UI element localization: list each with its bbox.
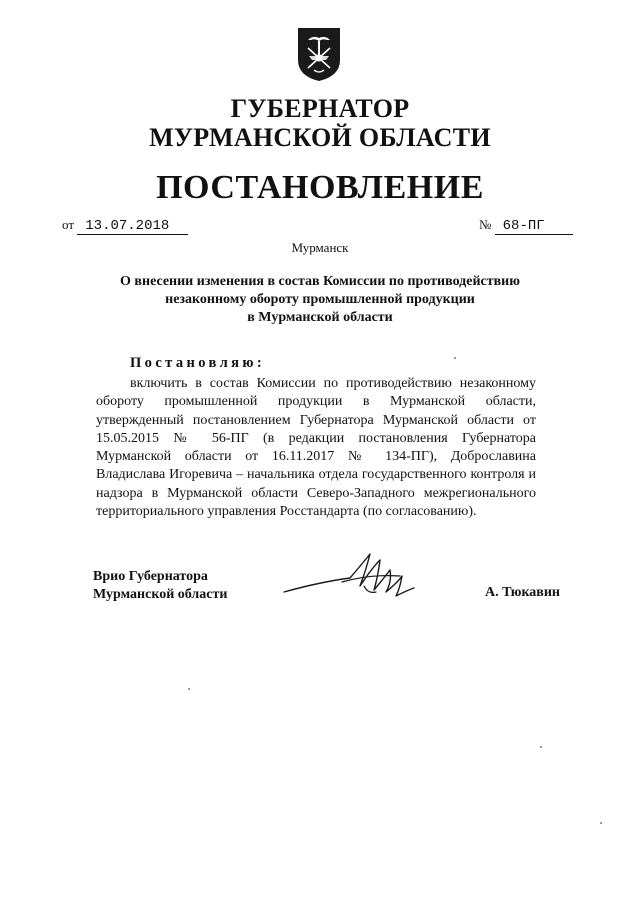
signatory-name: А. Тюкавин: [485, 585, 560, 600]
position-line: Мурманской области: [93, 587, 228, 602]
position-line: Врио Губернатора: [93, 569, 208, 584]
issuer-region: МУРМАНСКОЙ ОБЛАСТИ: [149, 123, 491, 152]
number-value: 68-ПГ: [495, 218, 573, 235]
subject-line: в Мурманской области: [247, 310, 393, 325]
body-text: включить в состав Комиссии по противодействию незаконному обороту промышленной продукции в Мурманской области, утвержденный постановлением Губернатора Мурманской области от 15.05.2015 № 56-ПГ (в редакции постановления Губернатора Мурманской области от 16.11.2017 № 134-ПГ), Доброславина Владислава Игоревича – начальника отдела государственного контроля и надзора в Мурманской области Северо-Западного межрегионального территориального управления Росстандарта (по согласованию).: [96, 376, 536, 520]
scan-speck: [454, 357, 456, 359]
subject-line: незаконному обороту промышленной продукции: [165, 292, 475, 307]
document-type-title: ПОСТАНОВЛЕНИЕ: [156, 169, 484, 206]
issuer-title: ГУБЕРНАТОР: [230, 94, 410, 123]
document-body: [96, 375, 536, 521]
subject-line: О внесении изменения в состав Комиссии по противодействию: [120, 274, 520, 289]
decree-word: Постановляю:: [130, 355, 266, 371]
scan-speck: [540, 746, 542, 748]
document-subject: [110, 273, 530, 327]
date-value: 13.07.2018: [77, 218, 188, 235]
signatory-position: [93, 568, 227, 604]
number-prefix: №: [479, 217, 492, 232]
document-number: [479, 217, 573, 235]
date-prefix: от: [62, 217, 75, 232]
city-name: Мурманск: [291, 240, 349, 255]
handwritten-signature-icon: [280, 548, 430, 608]
scan-speck: [188, 688, 190, 690]
document-date: [62, 217, 188, 235]
coat-of-arms-icon: [296, 26, 342, 82]
scan-speck: [600, 822, 602, 824]
